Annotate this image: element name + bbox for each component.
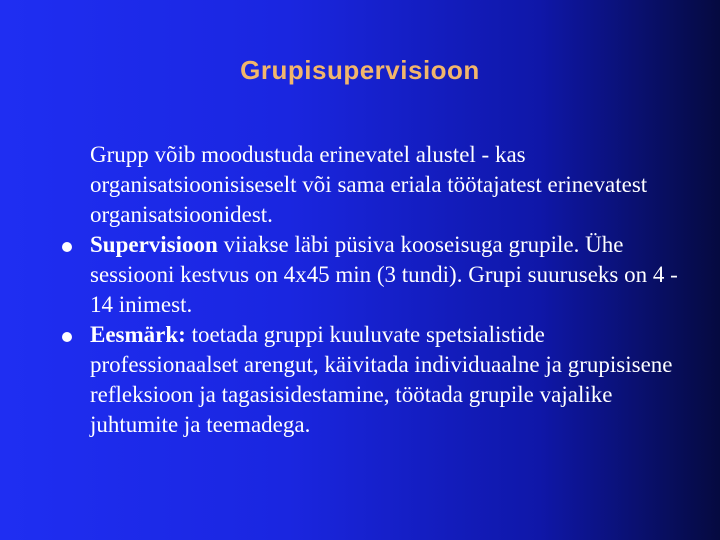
item-lead: Eesmärk: xyxy=(90,322,186,347)
list-item xyxy=(60,320,690,440)
list-item xyxy=(60,140,690,230)
bullet-dot-icon xyxy=(62,332,72,342)
item-text: viiakse läbi püsiva kooseisuga grupile. Ühe sessiooni kestvus on 4x45 min (3 tundi). Grupi suuruseks on 4 - 14 inimest. xyxy=(90,232,678,317)
bullet-list xyxy=(60,140,690,440)
item-text: Grupp võib moodustuda erinevatel alustel - kas organisatsioonisiseselt või sama eriala töötajatest erinevatest organisatsioonidest. xyxy=(90,142,648,227)
slide-title: Grupisupervisioon xyxy=(240,55,480,85)
item-lead: Supervisioon xyxy=(90,232,218,257)
item-text: toetada gruppi kuuluvate spetsialistide professionaalset arengut, käivitada individuaalne ja grupisisene refleksioon ja tagasisidestamine, töötada grupile vajalike juhtumite ja teemadega. xyxy=(90,322,673,437)
list-item xyxy=(60,230,690,320)
bullet-dot-icon xyxy=(62,242,72,252)
